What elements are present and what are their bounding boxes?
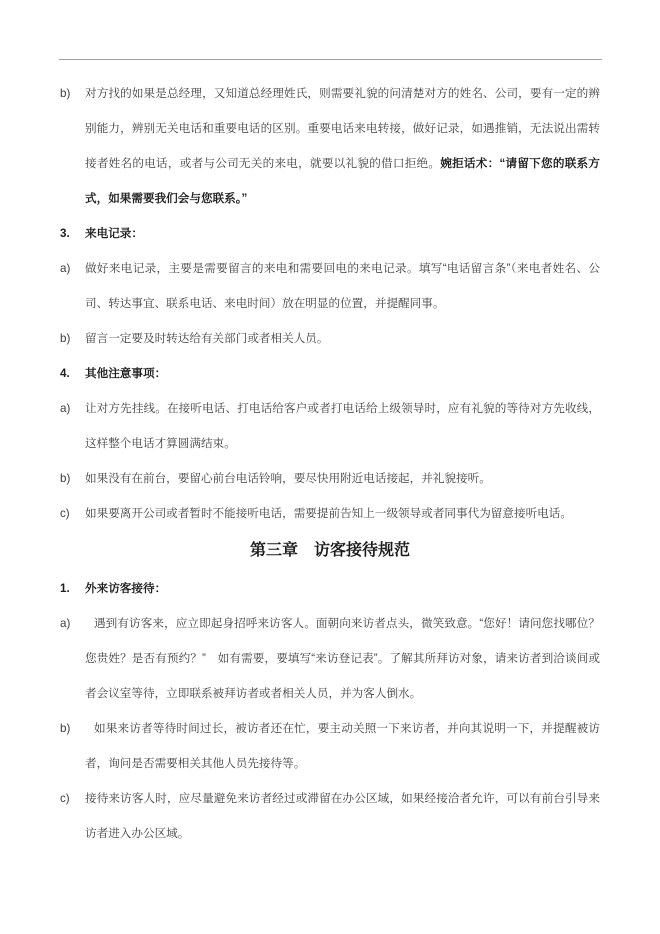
paragraph-run: 对方找的如果是总经理，又知道总经理姓氏，则需要礼貌的问清楚对方的姓名、公司，要有一定的辨别能力，辨别无关电话和重要电话的区别。重要电话来电转接，做好记录，如遇推销，无法说出需转接者姓名的电话，或者与公司无关的来电，就要以礼貌的借口拒绝。 — [85, 87, 600, 170]
paragraph-text: 做好来电记录，主要是需要留言的来电和需要回电的来电记录。填写“电话留言条”（来电者姓名、公司、转达事宜、联系电话、来电时间）放在明显的位置，并提醒同事。 — [85, 262, 600, 310]
section-heading-4 — [60, 356, 600, 391]
list-marker: c) — [60, 792, 70, 805]
paragraph-text: 遇到有访客来，应立即起身招呼来访客人。面朝向来访者点头，微笑致意。“您好！请问您找哪位？您贵姓？是否有预约？” 如有需要，要填写“来访登记表”。了解其所拜访对象，请来访者到洽谈间或者会议室等待，立即联系被拜访者或者相关人员，并为客人倒水。 — [85, 617, 600, 700]
list-marker: a) — [60, 617, 71, 630]
list-item — [60, 251, 600, 321]
list-marker: a) — [60, 262, 71, 275]
section-title: 来电记录： — [85, 227, 143, 240]
paragraph-bold-run: 婉拒话术：“请留下您的联系方式，如果需要我们会与您联系。” — [85, 157, 600, 205]
list-item — [60, 461, 600, 496]
list-item — [60, 321, 600, 356]
paragraph-text: 如果要离开公司或者暂时不能接听电话，需要提前告知上一级领导或者同事代为留意接听电话。 — [85, 507, 572, 520]
paragraph-text: 让对方先挂线。在接听电话、打电话给客户或者打电话给上级领导时，应有礼貌的等待对方先收线，这样整个电话才算圆满结束。 — [85, 402, 600, 450]
section-heading-1 — [60, 571, 600, 606]
section-number: 3. — [60, 227, 70, 240]
section-number: 1. — [60, 582, 70, 595]
list-marker: b) — [60, 332, 71, 345]
chapter-heading: 第三章 访客接待规范 — [249, 542, 410, 559]
list-item — [60, 391, 600, 461]
document-body — [60, 76, 600, 851]
section-title: 外来访客接待： — [85, 582, 167, 595]
paragraph-text: 留言一定要及时转达给有关部门或者相关人员。 — [85, 332, 329, 345]
header-divider — [59, 59, 602, 60]
section-title: 其他注意事项： — [85, 367, 167, 380]
section-heading-3 — [60, 216, 600, 251]
section-number: 4. — [60, 367, 70, 380]
list-item — [60, 606, 600, 711]
paragraph-text: 如果没有在前台，要留心前台电话铃响，要尽快用附近电话接起，并礼貌接听。 — [85, 472, 491, 485]
list-item — [60, 496, 600, 531]
list-marker: b) — [60, 87, 71, 100]
list-item — [60, 781, 600, 851]
paragraph-text: 如果来访者等待时间过长，被访者还在忙，要主动关照一下来访者，并向其说明一下，并提醒被访者，询问是否需要相关其他人员先接待等。 — [85, 722, 600, 770]
list-marker: c) — [60, 507, 70, 520]
list-item — [60, 76, 600, 216]
paragraph-text: 接待来访客人时，应尽量避免来访者经过或滞留在办公区域，如果经接洽者允许，可以有前台引导来访者进入办公区域。 — [85, 792, 600, 840]
list-item — [60, 711, 600, 781]
paragraph-text — [85, 76, 600, 216]
list-marker: a) — [60, 402, 71, 415]
list-marker: b) — [60, 472, 71, 485]
list-marker: b) — [60, 722, 71, 735]
